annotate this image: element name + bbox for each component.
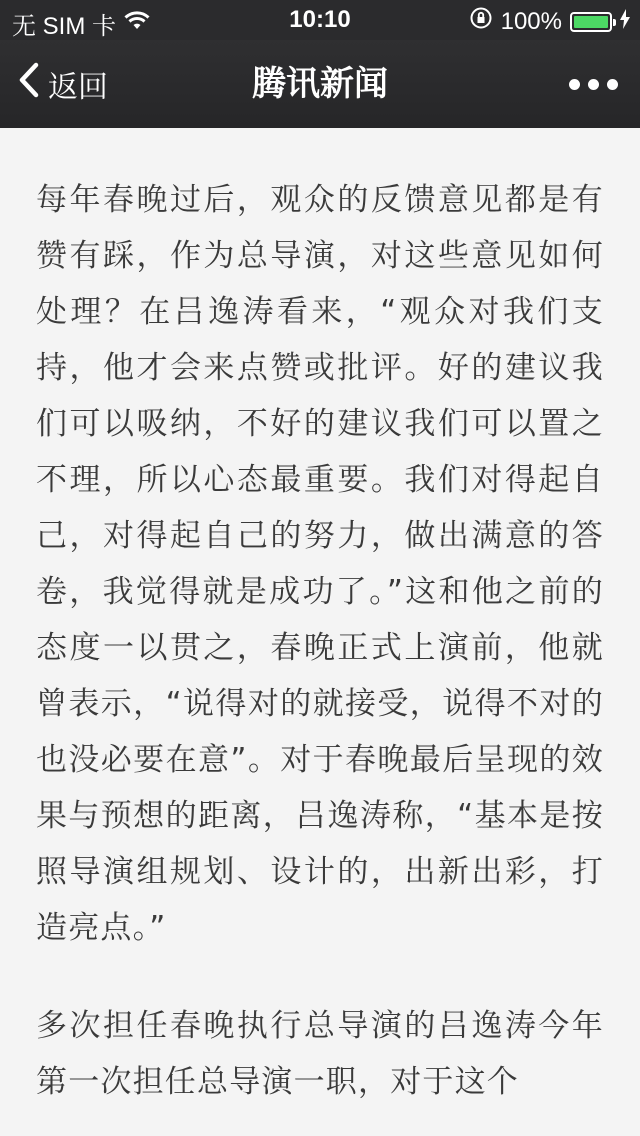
status-time: 10:10	[289, 6, 351, 33]
page-title: 腾讯新闻	[252, 64, 388, 104]
charging-icon	[620, 8, 630, 36]
orientation-lock-icon	[469, 6, 493, 37]
article-body	[0, 128, 640, 1136]
article-paragraph-2: 多次担任春晚执行总导演的吕逸涛今年第一次担任总导演一职，对于这个	[36, 1008, 604, 1100]
battery-fill	[574, 16, 608, 28]
battery-icon	[570, 12, 612, 32]
nav-bar	[0, 40, 640, 128]
battery-percent: 100%	[500, 7, 562, 35]
back-button[interactable]	[18, 60, 108, 108]
more-dots-icon	[569, 79, 580, 90]
status-right	[469, 6, 630, 37]
back-label: 返回	[48, 70, 108, 105]
status-bar	[0, 0, 640, 40]
more-button[interactable]	[569, 70, 618, 98]
article-paragraph-1: 每年春晚过后，观众的反馈意见都是有赞有踩，作为总导演，对这些意见如何处理？在吕逸涛看来，“观众对我们支持，他才会来点赞或批评。好的建议我们可以吸纳，不好的建议我们可以置之不理，所以心态最重要。我们对得起自己，对得起自己的努力，做出满意的答卷，我觉得就是成功了。”这和他之前的态度一以贯之，春晚正式上演前，他就曾表示，“说得对的就接受，说得不对的也没必要在意”。对于春晚最后呈现的效果与预想的距离，吕逸涛称，“基本是按照导演组规划、设计的，出新出彩，打造亮点。”	[36, 182, 604, 946]
carrier-label: 无 SIM 卡	[12, 13, 117, 40]
chevron-left-icon	[18, 62, 40, 106]
